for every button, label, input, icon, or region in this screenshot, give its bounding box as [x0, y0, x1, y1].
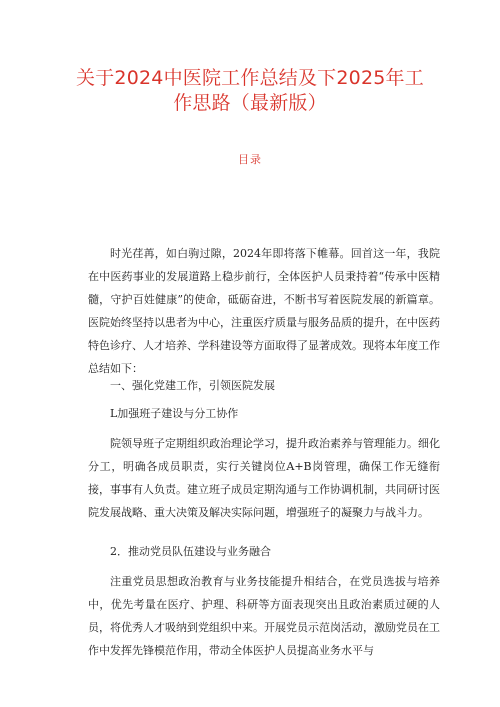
section-heading-1: 一、强化党建工作，引领医院发展	[110, 379, 275, 392]
subsection-heading-2: 2．推动党员队伍建设与业务融合	[110, 545, 271, 558]
table-of-contents-label[interactable]: 目录	[238, 153, 262, 166]
subsection-heading-1: L加强班子建设与分工协作	[110, 407, 239, 420]
intro-text: 时光荏苒，如白驹过隙，2024年即将落下帷幕。回首这一年，我院在中医药事业的发展道路上稳步前行，全体医护人员秉持着“传承中医精髓，守护百姓健康”的使命，砥砺奋进，不断书写着医院发展的新篇章。医院始终坚持以患者为中心，注重医疗质量与服务品质的提升，在中医药特色诊疗、人才培养、学科建设等方面取得了显著成效。现将本年度工作总结如下：	[88, 247, 440, 375]
subsection-2-paragraph	[88, 570, 440, 662]
subsection-1-text: 院领导班子定期组织政治理论学习，提升政治素养与管理能力。细化分工，明确各成员职责，实行关键岗位A+B岗管理，确保工作无缝衔接，事事有人负责。建立班子成员定期沟通与工作协调机制，共同研讨医院发展战略、重大决策及解决实际问题，增强班子的凝聚力与战斗力。	[88, 437, 440, 519]
subsection-2-text: 注重党员思想政治教育与业务技能提升相结合，在党员选拔与培养中，优先考量在医疗、护理、科研等方面表现突出且政治素质过硬的人员，将优秀人才吸纳到党组织中来。开展党员示范岗活动，激励党员在工作中发挥先锋模范作用，带动全体医护人员提高业务水平与	[88, 575, 440, 657]
intro-paragraph	[88, 242, 440, 380]
subsection-1-paragraph	[88, 432, 440, 524]
title-line-1: 关于2024中医院工作总结及下2025年工	[76, 67, 424, 89]
title-line-2: 作思路（最新版）	[173, 92, 327, 114]
document-title	[60, 66, 440, 116]
